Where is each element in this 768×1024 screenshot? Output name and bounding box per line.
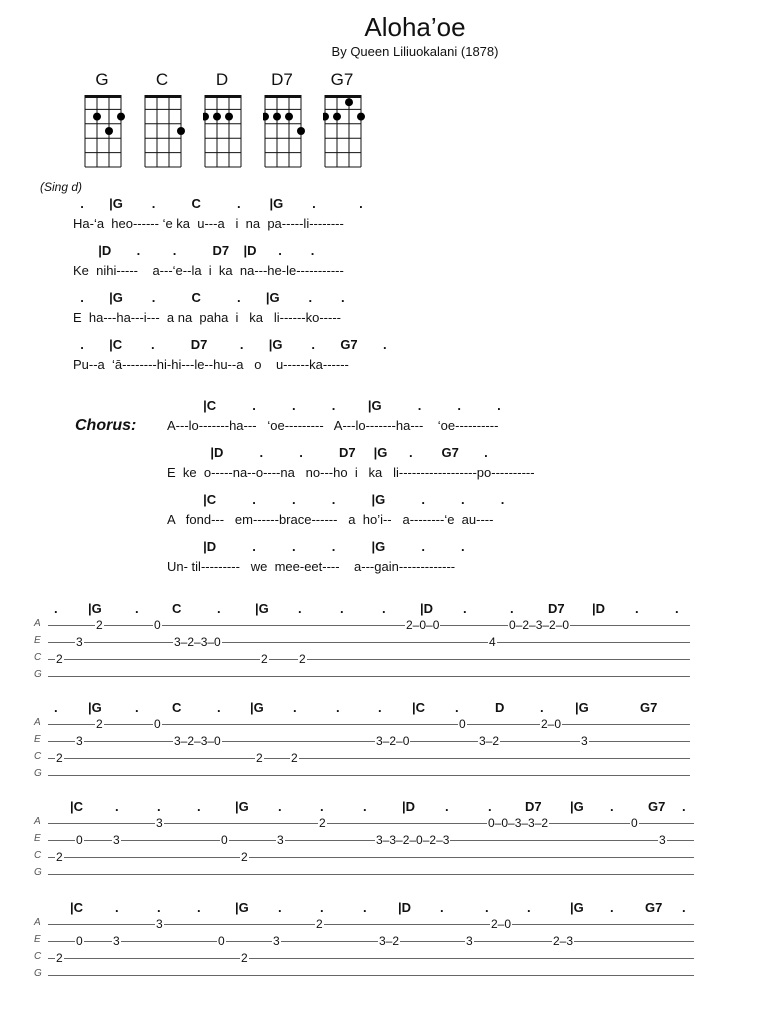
tab-fret-number: 3: [156, 816, 163, 830]
tab-chord-marker: G7: [645, 900, 663, 915]
tab-string-line: [48, 874, 694, 875]
chord-finger-dot: [263, 113, 269, 121]
tab-fret-number: 3–2–3–0: [174, 734, 221, 748]
tab-string-line: [48, 941, 694, 942]
tab-fret-number: 2–3: [553, 934, 574, 948]
tab-fret-number: 3: [277, 833, 284, 847]
tab-fret-number: 0: [221, 833, 228, 847]
tab-chord-marker: .: [135, 601, 139, 616]
tab-fret-number: 3: [113, 934, 120, 948]
tab-fret-number: 2: [256, 751, 263, 765]
tab-chord-marker: |G: [570, 900, 584, 915]
tab-string-line: [48, 975, 694, 976]
tab-string-name: A: [34, 917, 41, 928]
page-subtitle: By Queen Liliuokalani (1878): [331, 44, 499, 59]
chord-diagram-name: D: [215, 70, 229, 89]
chord-finger-dot: [285, 113, 293, 121]
tab-chord-marker: .: [527, 900, 531, 915]
chord-finger-dot: [323, 113, 329, 121]
page-title: Aloha’oe: [364, 12, 466, 42]
tab-chord-marker: .: [197, 900, 201, 915]
tab-fret-number: 3: [466, 934, 473, 948]
lyric-line: E ha---ha---i--- a na paha i ka li------ko-----: [73, 310, 341, 325]
lyric-line: A fond--- em------brace------ a ho’i-- a--------‘e au----: [167, 512, 494, 527]
tab-fret-number: 3–2–3–0: [174, 635, 221, 649]
tab-fret-number: 3: [659, 833, 666, 847]
tab-chord-marker: .: [217, 700, 221, 715]
tab-fret-number: 2: [96, 717, 103, 731]
tab-chord-marker: .: [455, 700, 459, 715]
chord-diagram: [263, 95, 305, 171]
tab-chord-marker: .: [135, 700, 139, 715]
tab-string-line: [48, 642, 690, 643]
chord-diagram-name: C: [155, 70, 169, 89]
tab-fret-number: 0–2–3–2–0: [509, 618, 570, 632]
tab-fret-number: 0: [218, 934, 225, 948]
chord-finger-dot: [213, 113, 221, 121]
tab-fret-number: 3–2: [479, 734, 500, 748]
tab-chord-marker: |D: [592, 601, 606, 616]
tab-fret-number: 2: [56, 751, 63, 765]
tab-chord-marker: |G: [250, 700, 264, 715]
chord-finger-dot: [333, 113, 341, 121]
tab-chord-marker: D7: [525, 799, 542, 814]
tab-chord-marker: .: [278, 799, 282, 814]
tab-string-line: [48, 659, 690, 660]
tab-fret-number: 3: [273, 934, 280, 948]
tab-chord-marker: .: [463, 601, 467, 616]
tab-chord-marker: .: [540, 700, 544, 715]
chord-diagram-name: G7: [330, 70, 354, 89]
chord-diagram-name: G: [95, 70, 109, 89]
lyric-line: Un- til--------- we mee-eet---- a---gain-------------: [167, 559, 456, 574]
tab-chord-marker: .: [115, 900, 119, 915]
chord-line: |C . . . |G . . .: [167, 398, 501, 413]
chord-finger-dot: [93, 113, 101, 121]
chord-finger-dot: [345, 98, 353, 106]
lyric-line: Ha-‘a heo------ ‘e ka u---a i na pa-----li--------: [73, 216, 344, 231]
tab-chord-marker: |G: [575, 700, 589, 715]
tab-chord-marker: |G: [88, 601, 102, 616]
tab-chord-marker: .: [293, 700, 297, 715]
tab-chord-marker: .: [363, 900, 367, 915]
chorus-label: Chorus:: [75, 417, 137, 434]
tab-chord-marker: D: [495, 700, 505, 715]
tab-chord-marker: .: [54, 700, 58, 715]
chord-line: |C . . . |G . . .: [167, 492, 505, 507]
tab-fret-number: 3: [76, 635, 83, 649]
tab-chord-marker: .: [682, 799, 686, 814]
tab-chord-marker: |G: [255, 601, 269, 616]
lyric-line: E ke o-----na--o----na no---ho i ka li------------------po----------: [167, 465, 535, 480]
tab-string-name: E: [34, 635, 41, 646]
chord-finger-dot: [117, 113, 125, 121]
tab-fret-number: 2–0–0: [406, 618, 440, 632]
tab-string-line: [48, 758, 690, 759]
tab-chord-marker: .: [115, 799, 119, 814]
tab-fret-number: 0: [459, 717, 466, 731]
tab-chord-marker: .: [197, 799, 201, 814]
tab-chord-marker: .: [363, 799, 367, 814]
tab-chord-marker: |D: [398, 900, 412, 915]
tab-fret-number: 0: [76, 833, 83, 847]
tab-fret-number: 3: [76, 734, 83, 748]
tab-string-name: G: [34, 867, 42, 878]
tab-chord-marker: D7: [548, 601, 565, 616]
tab-chord-marker: .: [157, 900, 161, 915]
tab-fret-number: 0: [154, 618, 161, 632]
tab-string-name: G: [34, 968, 42, 979]
tab-fret-number: 2: [319, 816, 326, 830]
tab-string-line: [48, 625, 690, 626]
tab-string-line: [48, 775, 690, 776]
tab-fret-number: 2: [299, 652, 306, 666]
chord-line: . |G . C . |G . .: [73, 196, 363, 211]
tab-chord-marker: .: [382, 601, 386, 616]
tab-fret-number: 3: [581, 734, 588, 748]
tab-string-line: [48, 741, 690, 742]
tab-string-name: C: [34, 951, 42, 962]
tab-string-name: A: [34, 618, 41, 629]
tab-fret-number: 0: [154, 717, 161, 731]
tab-string-name: A: [34, 816, 41, 827]
tab-chord-marker: .: [510, 601, 514, 616]
tab-fret-number: 0–0–3–3–2: [488, 816, 549, 830]
tab-string-name: C: [34, 850, 42, 861]
tab-chord-marker: .: [320, 900, 324, 915]
tab-chord-marker: |G: [570, 799, 584, 814]
chord-finger-dot: [105, 127, 113, 135]
tab-chord-marker: .: [378, 700, 382, 715]
tab-fret-number: 3: [113, 833, 120, 847]
tab-chord-marker: .: [610, 900, 614, 915]
tab-string-line: [48, 924, 694, 925]
chord-line: |D . . D7 |G . G7 .: [167, 445, 488, 460]
tab-string-name: A: [34, 717, 41, 728]
tab-string-name: E: [34, 934, 41, 945]
tab-fret-number: 3: [156, 917, 163, 931]
tab-string-name: E: [34, 833, 41, 844]
tab-chord-marker: .: [157, 799, 161, 814]
tab-string-line: [48, 823, 694, 824]
tab-chord-marker: .: [320, 799, 324, 814]
tab-fret-number: 3–3–2–0–2–3: [376, 833, 450, 847]
tab-fret-number: 2–0: [491, 917, 512, 931]
sing-note: (Sing d): [40, 180, 83, 194]
tab-fret-number: 3–2: [379, 934, 400, 948]
tab-fret-number: 2: [291, 751, 298, 765]
tab-fret-number: 4: [489, 635, 496, 649]
tab-chord-marker: |G: [88, 700, 102, 715]
tab-string-name: G: [34, 768, 42, 779]
chord-line: |D . . D7 |D . .: [73, 243, 315, 258]
tab-string-name: C: [34, 751, 42, 762]
chord-diagram: [83, 95, 125, 171]
tab-chord-marker: .: [336, 700, 340, 715]
tab-chord-marker: .: [610, 799, 614, 814]
tab-string-line: [48, 840, 694, 841]
tab-chord-marker: G7: [640, 700, 658, 715]
tab-chord-marker: .: [445, 799, 449, 814]
chord-diagram: [323, 95, 365, 171]
chord-diagram: [143, 95, 185, 171]
chord-diagram: [203, 95, 245, 171]
chord-finger-dot: [225, 113, 233, 121]
chord-finger-dot: [177, 127, 185, 135]
tab-chord-marker: .: [217, 601, 221, 616]
tab-fret-number: 2: [56, 652, 63, 666]
chord-line: . |C . D7 . |G . G7 .: [73, 337, 387, 352]
tab-fret-number: 2–0: [541, 717, 562, 731]
tab-chord-marker: |C: [412, 700, 426, 715]
tab-chord-marker: G7: [648, 799, 666, 814]
tab-chord-marker: .: [440, 900, 444, 915]
tab-fret-number: 2: [241, 951, 248, 965]
tab-chord-marker: C: [172, 700, 182, 715]
tab-string-line: [48, 676, 690, 677]
chord-finger-dot: [297, 127, 305, 135]
tab-chord-marker: |G: [235, 799, 249, 814]
tab-fret-number: 2: [56, 951, 63, 965]
tab-string-line: [48, 724, 690, 725]
tab-chord-marker: .: [682, 900, 686, 915]
tab-chord-marker: .: [278, 900, 282, 915]
lyric-line: Ke nihi----- a---‘e--la i ka na---he-le-----------: [73, 263, 344, 278]
tab-fret-number: 2: [56, 850, 63, 864]
tab-chord-marker: |D: [402, 799, 416, 814]
tab-chord-marker: |D: [420, 601, 434, 616]
chord-finger-dot: [203, 113, 209, 121]
tab-chord-marker: .: [485, 900, 489, 915]
lyric-line: Pu--a ‘ā--------hi-hi---le--hu--a o u------ka------: [73, 357, 349, 372]
tab-chord-marker: .: [635, 601, 639, 616]
tab-string-name: C: [34, 652, 42, 663]
tab-chord-marker: .: [54, 601, 58, 616]
tab-chord-marker: .: [340, 601, 344, 616]
tab-chord-marker: |C: [70, 900, 84, 915]
tab-string-line: [48, 857, 694, 858]
tab-chord-marker: |C: [70, 799, 84, 814]
tab-string-name: G: [34, 669, 42, 680]
tab-string-line: [48, 958, 694, 959]
tab-fret-number: 3–2–0: [376, 734, 410, 748]
lyric-line: A---lo-------ha--- ‘oe--------- A---lo-------ha--- ‘oe----------: [167, 418, 499, 433]
chord-finger-dot: [273, 113, 281, 121]
chord-line: |D . . . |G . .: [167, 539, 465, 554]
chord-line: . |G . C . |G . .: [73, 290, 345, 305]
tab-fret-number: 2: [316, 917, 323, 931]
chord-finger-dot: [357, 113, 365, 121]
tab-chord-marker: .: [488, 799, 492, 814]
tab-chord-marker: |G: [235, 900, 249, 915]
tab-fret-number: 0: [76, 934, 83, 948]
tab-chord-marker: .: [675, 601, 679, 616]
tab-fret-number: 2: [96, 618, 103, 632]
tab-fret-number: 2: [261, 652, 268, 666]
chord-diagram-name: D7: [271, 70, 293, 89]
tab-fret-number: 0: [631, 816, 638, 830]
tab-string-name: E: [34, 734, 41, 745]
tab-chord-marker: C: [172, 601, 182, 616]
tab-chord-marker: .: [298, 601, 302, 616]
tab-fret-number: 2: [241, 850, 248, 864]
